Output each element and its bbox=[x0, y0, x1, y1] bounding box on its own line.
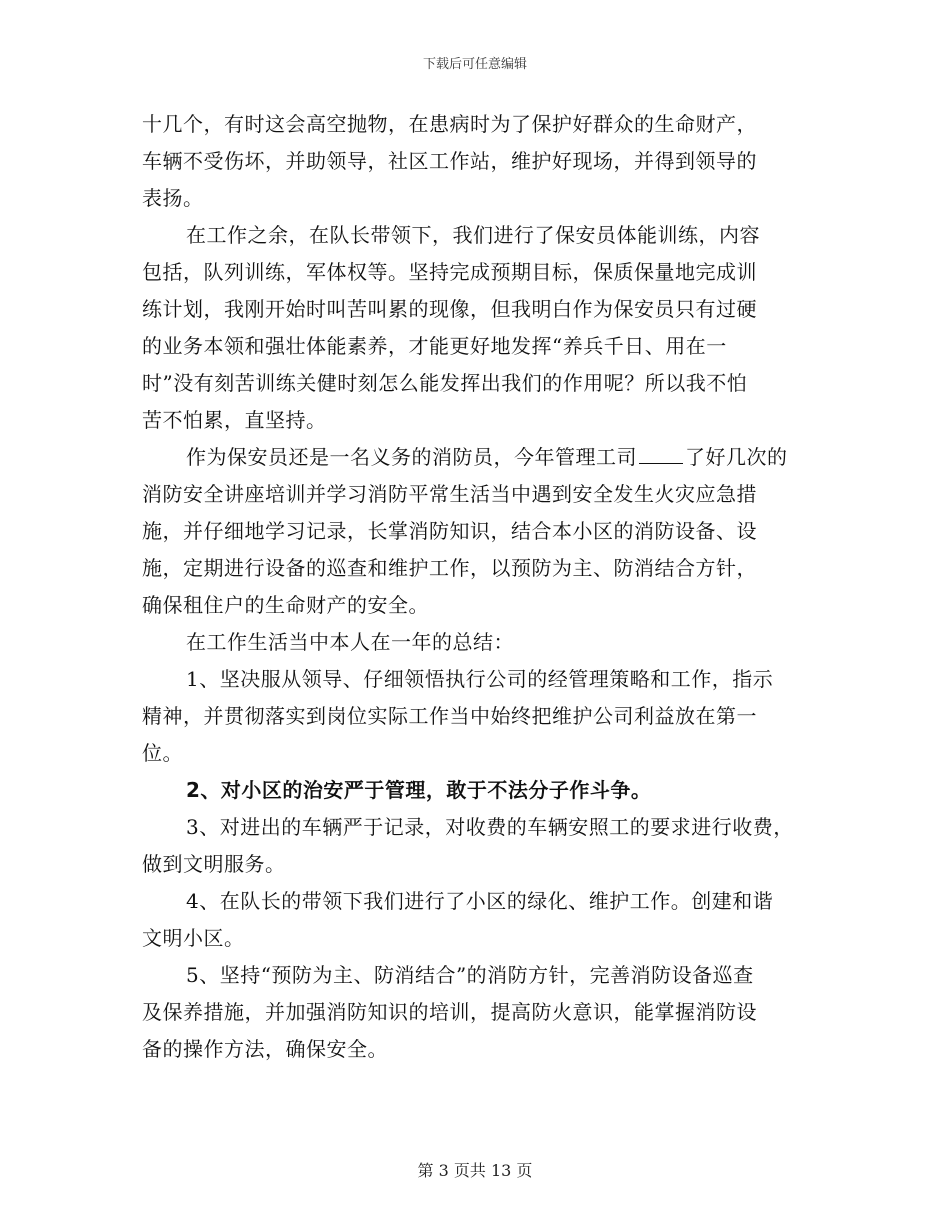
text-line: 精神，并贯彻落实到岗位实际工作当中始终把维护公司利益放在第一 bbox=[142, 704, 757, 728]
text-line: 位。 bbox=[142, 741, 183, 765]
list-item: 1、坚决服从领导、仔细领悟执行公司的经管理策略和工作，指示 bbox=[186, 667, 774, 691]
list-item: 3、对进出的车辆严于记录，对收费的车辆安照工的要求进行收费， bbox=[186, 815, 794, 839]
text-line: 消防安全讲座培训并学习消防平常生活当中遇到安全发生火灾应急措 bbox=[142, 482, 757, 506]
list-item: 5、坚持“预防为主、防消结合”的消防方针，完善消防设备巡查 bbox=[186, 963, 754, 987]
text-line: 及保养措施，并加强消防知识的培训，提高防火意识，能掌握消防设 bbox=[142, 1000, 757, 1024]
paragraph-start bbox=[142, 439, 822, 476]
text-line: 确保租住户的生命财产的安全。 bbox=[142, 593, 429, 617]
text-segment: 作为保安员还是一名义务的消防员，今年管理工司 bbox=[186, 445, 637, 469]
text-line: 时”没有刻苦训练关健时刻怎么能发挥出我们的作用呢？所以我不怕 bbox=[142, 371, 748, 395]
text-line: 施，定期进行设备的巡查和维护工作，以预防为主、防消结合方针， bbox=[142, 556, 757, 580]
list-item: 4、在队长的带领下我们进行了小区的绿化、维护工作。创建和谐 bbox=[186, 889, 774, 913]
text-line: 车辆不受伤坏，并助领导，社区工作站，维护好现场，并得到领导的 bbox=[142, 149, 757, 173]
text-line: 苦不怕累，直坚持。 bbox=[142, 408, 327, 432]
page-footer: 第 3 页共 13 页 bbox=[417, 1161, 533, 1180]
document-body bbox=[142, 106, 822, 1068]
text-line: 施，并仔细地学习记录，长掌消防知识，结合本小区的消防设备、设 bbox=[142, 519, 757, 543]
text-line: 包括，队列训练，军体权等。坚持完成预期目标，保质保量地完成训 bbox=[142, 260, 757, 284]
text-line: 文明小区。 bbox=[142, 926, 245, 950]
text-line: 的业务本领和强壮体能素养，才能更好地发挥“养兵千日、用在一 bbox=[142, 334, 727, 358]
fill-in-blank bbox=[639, 443, 683, 464]
paragraph-start: 在工作之余，在队长带领下，我们进行了保安员体能训练，内容 bbox=[186, 223, 760, 247]
text-line: 备的操作方法，确保安全。 bbox=[142, 1037, 388, 1061]
text-line: 做到文明服务。 bbox=[142, 852, 286, 876]
page-header: 下载后可任意编辑 bbox=[422, 57, 527, 72]
text-line: 十几个，有时这会高空抛物，在患病时为了保护好群众的生命财产， bbox=[142, 112, 757, 136]
list-item-bold: 2、对小区的治安严于管理，敢于不法分子作斗争。 bbox=[186, 778, 652, 802]
text-line: 练计划，我刚开始时叫苦叫累的现像，但我明白作为保安员只有过硬 bbox=[142, 297, 757, 321]
text-segment: 了好几次的 bbox=[685, 445, 788, 469]
paragraph-start: 在工作生活当中本人在一年的总结： bbox=[186, 630, 514, 654]
text-line: 表扬。 bbox=[142, 186, 204, 210]
